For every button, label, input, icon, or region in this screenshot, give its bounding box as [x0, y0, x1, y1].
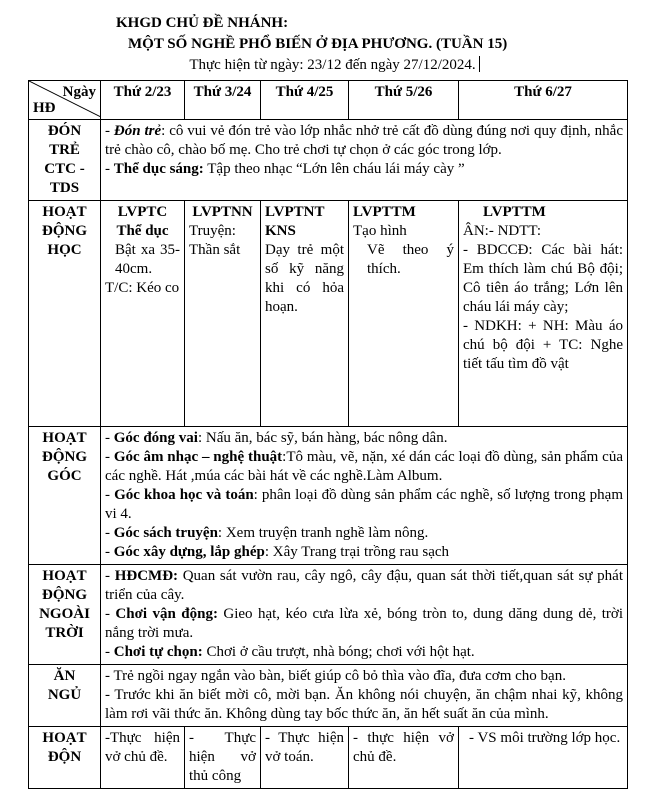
lesson-wed — [261, 201, 349, 427]
corner-day-label: Ngày — [62, 84, 96, 100]
goc-item: - Góc khoa học và toán: phân loại đồ dùng sản phẩm các nghề, số lượng trong phạm vi 4. — [105, 487, 623, 522]
row-label-line: HOẠT — [42, 204, 87, 220]
goc-item-text: :Tô màu, vẽ, nặn, xé dán các loại đồ dùng, sản phẩm của các nghề. Hát ,múa các bài hát về các nghề.Làm Album. — [105, 449, 623, 484]
plan-title: KHGD CHỦ ĐỀ NHÁNH: — [116, 15, 289, 31]
day-header-tue: Thứ 3/24 — [185, 81, 261, 120]
lesson-thu — [349, 201, 459, 427]
lesson-area: LVPTTM — [483, 204, 546, 220]
lesson-content: Bật xa 35-40cm. — [115, 242, 180, 277]
goc-item-text: : Xem truyện tranh nghề làm nông. — [217, 525, 429, 541]
lesson-area: LVPTC — [117, 204, 168, 220]
afternoon-mon: -Thực hiện vở chủ đề. — [101, 727, 185, 789]
lesson-content: Tạo hình — [353, 223, 407, 239]
row-hoat-dong-chieu — [29, 727, 628, 789]
ngoai-troi-label: Chơi tự chọn: — [113, 644, 203, 660]
row-don-tre — [29, 120, 628, 201]
afternoon-wed: - Thực hiện vở toán. — [261, 727, 349, 789]
an-ngu-paragraph: - Trước khi ăn biết mời cô, mời bạn. Ăn không nói chuyện, ăn chậm nhai kỹ, không làm rơi vãi thức ăn. Không dùng tay bốc thức ăn, ăn hết suất ăn của mình. — [105, 687, 623, 722]
row-label-line: TRỜI — [45, 625, 84, 641]
day-header-row — [29, 81, 628, 120]
lesson-content: Thần sắt — [189, 242, 241, 258]
lesson-tue — [185, 201, 261, 427]
don-tre-text: : cô vui vẻ đón trẻ vào lớp nhắc nhở trẻ cất đồ dùng đúng nơi quy định, nhắc trẻ chào cô, chào bố mẹ. Cho trẻ chơi tự chọn ở các góc trong lớp. — [105, 123, 623, 158]
day-header-thu: Thứ 5/26 — [349, 81, 459, 120]
plan-dates-text: Thực hiện từ ngày: 23/12 đến ngày 27/12/2024. — [189, 57, 476, 73]
row-label-line: NGỦ — [47, 687, 82, 703]
row-label-line: ĐỘNG — [42, 449, 87, 465]
lesson-mon — [101, 201, 185, 427]
row-label-an-ngu — [29, 665, 101, 727]
text-cursor — [479, 56, 480, 72]
lesson-content: Truyện: — [189, 223, 236, 239]
weekly-plan-table — [28, 80, 628, 789]
afternoon-tue: - Thực hiện vở thủ công — [185, 727, 261, 789]
lesson-subject: Thể dục — [116, 223, 169, 239]
don-tre-content — [101, 120, 628, 201]
row-label-line: ĂN — [53, 668, 76, 684]
day-header-fri: Thứ 6/27 — [459, 81, 628, 120]
goc-item-label: Góc sách truyện — [113, 525, 218, 541]
goc-item-label: Góc đóng vai — [113, 430, 198, 446]
row-label-hoat-dong-goc — [29, 427, 101, 565]
lesson-subject: KNS — [265, 223, 296, 239]
don-tre-label: Đón trẻ — [113, 123, 162, 139]
goc-item-label: Góc khoa học và toán — [114, 487, 254, 503]
day-header-wed: Thứ 4/25 — [261, 81, 349, 120]
row-label-line: NGOÀI — [39, 606, 90, 622]
row-label-line: ĐỘNG — [42, 223, 87, 239]
corner-cell — [29, 81, 101, 120]
row-hoat-dong-goc — [29, 427, 628, 565]
an-ngu-paragraph: - Trẻ ngồi ngay ngắn vào bàn, biết giúp cô bỏ thìa vào đĩa, đưa cơm cho bạn. — [105, 668, 566, 684]
row-label-line: HOẠT — [42, 730, 87, 746]
lesson-content: - BDCCĐ: Các bài hát: Em thích làm chú Bộ đội; Cô tiên áo trắng; Lớn lên cháu lái máy cày; — [463, 242, 623, 315]
lesson-area: LVPTNT — [265, 204, 325, 220]
goc-item-label: Góc xây dựng, lắp ghép — [113, 544, 265, 560]
row-label-line: ĐỘN — [47, 749, 82, 765]
row-label-ngoai-troi — [29, 565, 101, 665]
row-label-don-tre — [29, 120, 101, 201]
row-label-line: ĐÓN — [47, 123, 82, 139]
lesson-content: ÂN:- NDTT: — [463, 223, 541, 239]
row-label-hoat-dong-chieu — [29, 727, 101, 789]
row-label-line: TRẺ — [49, 142, 80, 158]
ngoai-troi-content — [101, 565, 628, 665]
row-ngoai-troi — [29, 565, 628, 665]
row-an-ngu — [29, 665, 628, 727]
row-label-line: HỌC — [47, 242, 82, 258]
corner-activity-label: HĐ — [33, 100, 56, 116]
row-label-line: TDS — [49, 180, 80, 196]
ngoai-troi-item: - Chơi tự chọn: Chơi ở cầu trượt, nhà bóng; chơi với hột hạt. — [105, 644, 475, 660]
goc-item-label: Góc âm nhạc – nghệ thuật — [113, 449, 283, 465]
plan-subtitle: MỘT SỐ NGHỀ PHỔ BIẾN Ở ĐỊA PHƯƠNG. (TUẦN 15) — [128, 36, 508, 52]
row-hoat-dong-hoc — [29, 201, 628, 427]
an-ngu-content — [101, 665, 628, 727]
goc-item-text: : Nấu ăn, bác sỹ, bán hàng, bác nông dân. — [197, 430, 448, 446]
lesson-game: T/C: Kéo co — [105, 280, 180, 296]
lesson-content: Vẽ theo ý thích. — [367, 242, 454, 277]
lesson-area: LVPTTM — [353, 204, 416, 220]
goc-item-text: : phân loại đồ dùng sản phẩm các nghề, số lượng trong phạm vi 4. — [105, 487, 623, 522]
plan-dates — [0, 56, 669, 74]
hoat-dong-goc-content — [101, 427, 628, 565]
ngoai-troi-label: Chơi vận động: — [115, 606, 218, 622]
afternoon-fri: - VS môi trường lớp học. — [459, 727, 628, 789]
row-label-line: HOẠT — [42, 568, 87, 584]
afternoon-thu: - thực hiện vở chủ đề. — [349, 727, 459, 789]
goc-item: - Góc đóng vai: Nấu ăn, bác sỹ, bán hàng, bác nông dân. — [105, 430, 448, 446]
ngoai-troi-text: Chơi ở cầu trượt, nhà bóng; chơi với hột hạt. — [202, 644, 475, 660]
goc-item: - Góc xây dựng, lắp ghép: Xây Trang trại trồng rau sạch — [105, 544, 450, 560]
goc-item: - Góc âm nhạc – nghệ thuật:Tô màu, vẽ, nặn, xé dán các loại đồ dùng, sản phẩm của các nghề. Hát ,múa các bài hát về các nghề.Làm Album. — [105, 449, 623, 484]
ngoai-troi-text: Quan sát vườn rau, cây ngô, cây đậu, quan sát thời tiết,quan sát sự phát triển của cây. — [105, 568, 623, 603]
ngoai-troi-item: - HĐCMĐ: Quan sát vườn rau, cây ngô, cây đậu, quan sát thời tiết,quan sát sự phát triển của cây. — [105, 568, 623, 603]
lesson-content: - NDKH: + NH: Màu áo chú bộ đội + TC: Nghe tiết tấu tìm đồ vật — [463, 318, 623, 372]
lesson-area: LVPTNN — [192, 204, 253, 220]
ngoai-troi-label: HĐCMĐ: — [114, 568, 179, 584]
the-duc-sang-label: Thể dục sáng: — [113, 161, 204, 177]
goc-item-text: : Xây Trang trại trồng rau sạch — [264, 544, 450, 560]
don-tre-paragraph: - Đón trẻ: cô vui vẻ đón trẻ vào lớp nhắc nhở trẻ cất đồ dùng đúng nơi quy định, nhắc trẻ chào cô, chào bố mẹ. Cho trẻ chơi tự chọn ở các góc trong lớp. — [105, 123, 623, 158]
row-label-hoat-dong-hoc — [29, 201, 101, 427]
lesson-fri — [459, 201, 628, 427]
the-duc-sang-text: Tập theo nhạc “Lớn lên cháu lái máy cày ” — [203, 161, 465, 177]
ngoai-troi-item: - Chơi vận động: Gieo hạt, kéo cưa lừa xẻ, bóng tròn to, dung dăng dung dẻ, trời nắng trời mưa. — [105, 606, 624, 641]
day-header-mon: Thứ 2/23 — [101, 81, 185, 120]
row-label-line: GÓC — [47, 468, 82, 484]
row-label-line: HOẠT — [42, 430, 87, 446]
row-label-line: CTC - — [44, 161, 85, 177]
the-duc-sang-paragraph: - Thể dục sáng: Tập theo nhạc “Lớn lên cháu lái máy cày ” — [105, 161, 465, 177]
row-label-line: ĐỘNG — [42, 587, 87, 603]
goc-item: - Góc sách truyện: Xem truyện tranh nghề làm nông. — [105, 525, 429, 541]
lesson-content: Dạy trẻ một số kỹ năng khi có hỏa hoạn. — [265, 242, 344, 315]
ngoai-troi-text: Gieo hạt, kéo cưa lừa xẻ, bóng tròn to, dung dăng dung dẻ, trời nắng trời mưa. — [105, 606, 624, 641]
